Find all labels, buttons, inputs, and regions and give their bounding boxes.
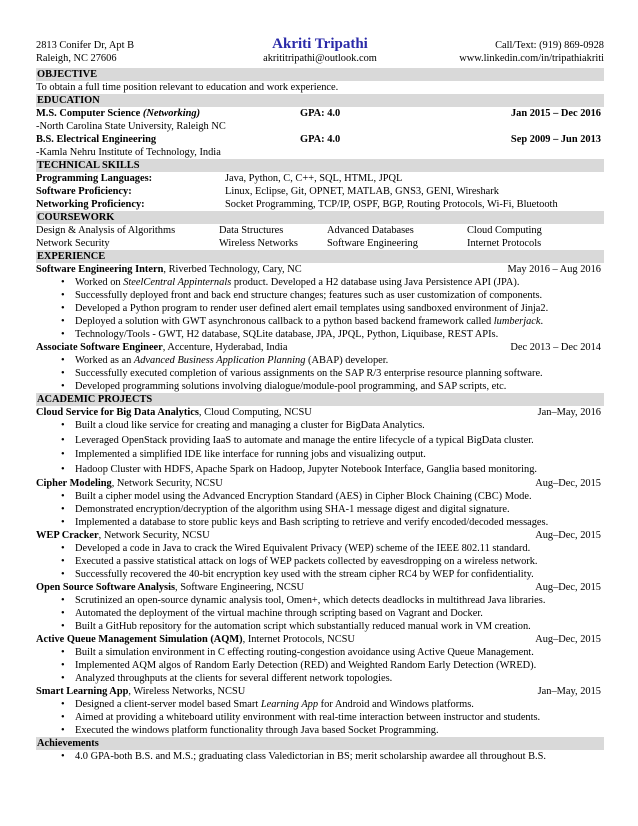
bullet: • Developed a Python program to render user defined alert email templates using sandboxed environment of Jinja2. (36, 302, 604, 315)
project-name: Open Source Software Analysis (36, 582, 176, 593)
education-entry-ms (36, 107, 604, 120)
job-dates: May 2016 – Aug 2016 (507, 264, 601, 275)
bullet: • 4.0 GPA-both B.S. and M.S.; graduating class Valedictorian in BS; merit scholarship awardee all throughout B.S. (36, 750, 604, 763)
section-header-skills: TECHNICAL SKILLS (36, 159, 604, 172)
section-header-objective: OBJECTIVE (36, 68, 604, 81)
job-bullets (36, 354, 604, 393)
address-line-2: Raleigh, NC 27606 (36, 52, 117, 64)
project-org: , Cloud Computing, NCSU (198, 407, 312, 418)
bullet: • Hadoop Cluster with HDFS, Apache Spark on Hadoop, Jupyter Notebook Interface, Ganglia based monitoring. (36, 463, 604, 478)
bullet: • Successfully deployed front and back end structure changes; features such as user customization of components. (36, 289, 604, 302)
project-bullets (36, 419, 604, 477)
dates: Jan 2015 – Dec 2016 (510, 108, 601, 119)
school: -Kamla Nehru Institute of Technology, India (36, 147, 221, 158)
section-header-experience: EXPERIENCE (36, 250, 604, 263)
bullet: • Worked on SteelCentral Appinternals product. Developed a H2 database using Java Persistence API (JPA). (36, 276, 604, 289)
bullet: • Built a GitHub repository for the automation script which substantially reduced manual work in VM creation. (36, 620, 604, 633)
skill-label: Networking Proficiency: (36, 199, 145, 210)
bullet: • Built a cloud like service for creating and managing a cluster for BigData Analytics. (36, 419, 604, 434)
project-bullets (36, 698, 604, 737)
bullet: • Executed the windows platform functionality through Java based Socket Programming. (36, 724, 604, 737)
project-dates: Jan–May, 2016 (537, 407, 601, 418)
bullet: • Developed a code in Java to crack the Wired Equivalent Privacy (WEP) scheme of the IEEE 802.11 standard. (36, 542, 604, 555)
project-dates: Aug–Dec, 2015 (535, 478, 601, 489)
skill-row (36, 185, 604, 198)
resume-header (36, 36, 604, 68)
bullet: • Worked as an Advanced Business Application Planning (ABAP) developer. (36, 354, 604, 367)
job-heading (36, 341, 604, 354)
bullet: • Implemented a simplified IDE like interface for running jobs and visualizing output. (36, 448, 604, 463)
resume-page (36, 36, 604, 763)
bullet: • Built a simulation environment in C effecting routing-congestion avoidance using Active Queue Management. (36, 646, 604, 659)
project-org: , Wireless Networks, NCSU (128, 686, 246, 697)
skill-label: Programming Languages: (36, 173, 153, 184)
bullet: • Built a cipher model using the Advanced Encryption Standard (AES) in Cipher Block Chaining (CBC) Mode. (36, 490, 604, 503)
education-entry-bs (36, 133, 604, 146)
candidate-name: Akriti Tripathi (272, 36, 368, 52)
course: Design & Analysis of Algorithms (36, 225, 176, 236)
job-org: , Accenture, Hyderabad, India (162, 342, 288, 353)
section-header-coursework: COURSEWORK (36, 211, 604, 224)
section-header-education: EDUCATION (36, 94, 604, 107)
bullet: • Deployed a solution with GWT asynchronous callback to a python based backend framework called lumberjack. (36, 315, 604, 328)
job-heading (36, 263, 604, 276)
project-name: Cloud Service for Big Data Analytics (36, 407, 199, 418)
course: Wireless Networks (219, 238, 298, 249)
phone: Call/Text: (919) 869-0928 (495, 40, 604, 51)
section-header-achievements: Achievements (36, 737, 604, 750)
gpa: GPA: 4.0 (300, 108, 341, 119)
job-role: Software Engineering Intern (36, 264, 164, 275)
project-name: Smart Learning App (36, 686, 129, 697)
bullet: • Automated the deployment of the virtual machine through scripting based on Vagrant and Docker. (36, 607, 604, 620)
job-dates: Dec 2013 – Dec 2014 (510, 342, 601, 353)
skill-value: Linux, Eclipse, Git, OPNET, MATLAB, GNS3, GENI, Wireshark (225, 186, 499, 197)
project-name: WEP Cracker (36, 530, 99, 541)
bullet: • Demonstrated encryption/decryption of the algorithm using SHA-1 message digest and digital signature. (36, 503, 604, 516)
email[interactable]: akrititripathi@outlook.com (263, 53, 377, 64)
bullet: • Implemented a database to store public keys and Bash scripting to retrieve and verify encoded/decoded messages. (36, 516, 604, 529)
objective-text: To obtain a full time position relevant to education and work experience. (36, 82, 339, 93)
course: Cloud Computing (467, 225, 542, 236)
bullet: • Scrutinized an open-source dynamic analysis tool, Omen+, which detects deadlocks in multithread Java libraries. (36, 594, 604, 607)
course: Network Security (36, 238, 110, 249)
project-bullets (36, 646, 604, 685)
skill-label: Software Proficiency: (36, 186, 132, 197)
project-dates: Aug–Dec, 2015 (535, 582, 601, 593)
job-role: Associate Software Engineer (36, 342, 163, 353)
linkedin-link[interactable]: www.linkedin.com/in/tripathiakriti (459, 52, 604, 64)
bullet: • Executed a passive statistical attack on logs of WEP packets collected by eavesdropping on a wireless network. (36, 555, 604, 568)
degree-focus: (Networking) (142, 108, 201, 119)
skill-value: Java, Python, C, C++, SQL, HTML, JPQL (225, 173, 403, 184)
section-header-projects: ACADEMIC PROJECTS (36, 393, 604, 406)
project-heading (36, 477, 604, 490)
degree: B.S. Electrical Engineering (36, 134, 157, 145)
course: Advanced Databases (327, 225, 414, 236)
skill-value: Socket Programming, TCP/IP, OSPF, BGP, Routing Protocols, Wi-Fi, Bluetooth (225, 199, 558, 210)
project-org: , Network Security, NCSU (111, 478, 223, 489)
project-dates: Aug–Dec, 2015 (535, 530, 601, 541)
project-dates: Aug–Dec, 2015 (535, 634, 601, 645)
project-heading (36, 529, 604, 542)
project-heading (36, 685, 604, 698)
bullet: • Successfully recovered the 40-bit encryption key used with the stream cipher RC4 by WEP for confidentiality. (36, 568, 604, 581)
bullet: • Aimed at providing a whiteboard utility environment with real-time interaction between instructor and students. (36, 711, 604, 724)
achievement-bullets (36, 750, 604, 763)
bullet: • Technology/Tools - GWT, H2 database, SQLite database, JPA, JPQL, Python, Liquibase, REST APIs. (36, 328, 604, 341)
project-name: Active Queue Management Simulation (AQM) (36, 634, 243, 645)
contact-block (459, 40, 604, 66)
bullet: • Leveraged OpenStack providing IaaS to automate and manage the entire lifecycle of a typical BigData cluster. (36, 434, 604, 449)
bullet: • Designed a client-server model based Smart Learning App for Android and Windows platforms. (36, 698, 604, 711)
project-bullets (36, 490, 604, 529)
project-heading (36, 406, 604, 419)
project-bullets (36, 594, 604, 633)
job-bullets (36, 276, 604, 341)
project-dates: Jan–May, 2015 (537, 686, 601, 697)
bullet: • Analyzed throughputs at the clients for several different network topologies. (36, 672, 604, 685)
school: -North Carolina State University, Raleigh NC (36, 121, 226, 132)
coursework-row (36, 224, 604, 237)
course: Internet Protocols (467, 238, 542, 249)
project-org: , Internet Protocols, NCSU (242, 634, 355, 645)
degree: M.S. Computer Science (36, 108, 141, 119)
project-org: , Network Security, NCSU (98, 530, 210, 541)
project-bullets (36, 542, 604, 581)
gpa: GPA: 4.0 (300, 134, 341, 145)
coursework-row (36, 237, 604, 250)
project-name: Cipher Modeling (36, 478, 112, 489)
project-heading (36, 581, 604, 594)
skill-row (36, 198, 604, 211)
course: Data Structures (219, 225, 284, 236)
job-org: , Riverbed Technology, Cary, NC (163, 264, 302, 275)
course: Software Engineering (327, 238, 418, 249)
address-line-1: 2813 Conifer Dr, Apt B (36, 40, 134, 51)
dates: Sep 2009 – Jun 2013 (510, 134, 601, 145)
bullet: • Implemented AQM algos of Random Early Detection (RED) and Weighted Random Early Detection (WRED). (36, 659, 604, 672)
bullet: • Developed programming solutions involving dialogue/module-pool programming, and SAP scripts, etc. (36, 380, 604, 393)
skill-row (36, 172, 604, 185)
bullet: • Successfully executed completion of various assignments on the SAP R/3 enterprise resource planning software. (36, 367, 604, 380)
project-org: , Software Engineering, NCSU (175, 582, 305, 593)
project-heading (36, 633, 604, 646)
